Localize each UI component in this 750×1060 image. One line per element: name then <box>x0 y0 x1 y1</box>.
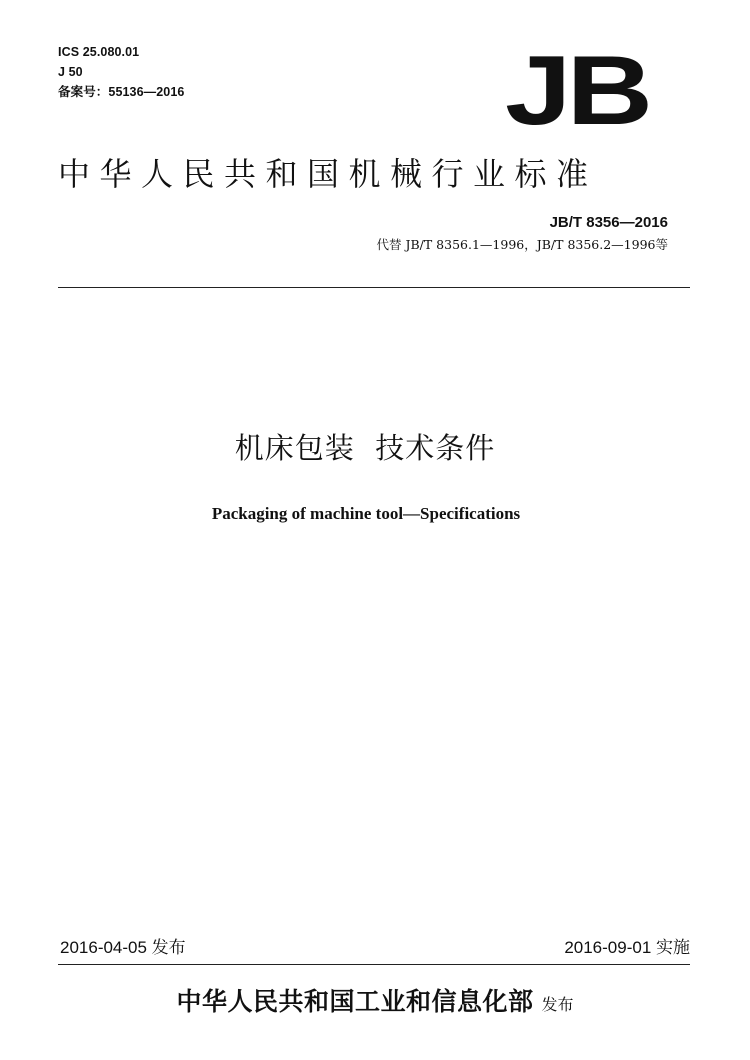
implementation-date: 2016-09-01 实施 <box>564 938 690 957</box>
jb-logo: JB <box>505 35 649 145</box>
replaces-note: 代替 JB/T 8356.1—1996，JB/T 8356.2—1996等 <box>376 237 668 252</box>
header-meta <box>58 42 184 102</box>
standard-category-title: 中华人民共和国机械行业标准 <box>58 155 598 193</box>
document-title-en: Packaging of machine tool—Specifications <box>211 504 521 523</box>
footer-divider <box>58 964 690 965</box>
publisher-suffix: 发布 <box>541 995 574 1014</box>
publisher-line <box>0 985 750 1022</box>
record-number: 备案号：55136—2016 <box>58 85 185 99</box>
header-divider <box>58 287 690 288</box>
issue-date: 2016-04-05 发布 <box>60 938 186 957</box>
ccs-code: J 50 <box>58 65 83 79</box>
standard-number: JB/T 8356—2016 <box>549 214 668 231</box>
publisher-name: 中华人民共和国工业和信息化部 <box>176 987 534 1016</box>
ics-code: ICS 25.080.01 <box>58 45 140 59</box>
document-title-cn: 机床包装 技术条件 <box>234 431 496 465</box>
